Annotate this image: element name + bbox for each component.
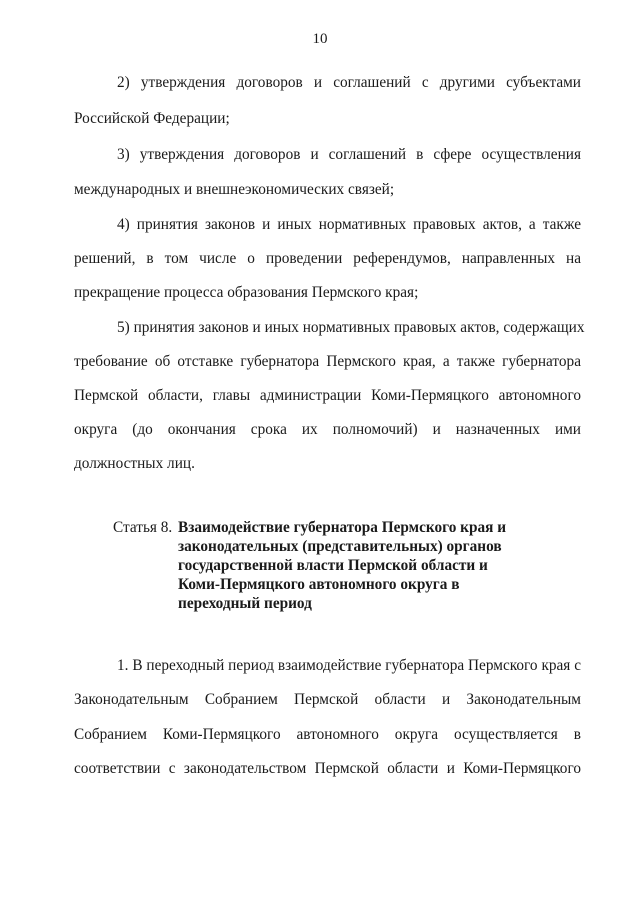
article-title-line: Взаимодействие губернатора Пермского края и [178, 519, 507, 536]
item-3-line-1: 3) утверждения договоров и соглашений в сфере осуществления [117, 146, 581, 163]
article-title-line: переходный период [178, 595, 312, 612]
article-title-line: государственной власти Пермской области и [178, 557, 488, 574]
item-5-line-1: 5) принятия законов и иных нормативных правовых актов, содержащих [117, 319, 585, 336]
item-2-line-2: Российской Федерации; [74, 110, 230, 127]
item-4-line-2: решений, в том числе о проведении референдумов, направленных на [74, 250, 581, 267]
article-title [178, 518, 508, 613]
paragraph-1-line-2: Законодательным Собранием Пермской области и Законодательным [74, 691, 581, 708]
paragraph-1-line-3: Собранием Коми-Пермяцкого автономного округа осуществляется в [74, 726, 581, 743]
paragraph-1-line-1: 1. В переходный период взаимодействие губернатора Пермского края с [117, 657, 581, 674]
paragraph-1-line-4: соответствии с законодательством Пермской области и Коми-Пермяцкого [74, 760, 581, 777]
item-5-line-3: Пермской области, главы администрации Коми-Пермяцкого автономного [74, 387, 581, 404]
item-3-line-2: международных и внешнеэкономических связей; [74, 181, 395, 198]
article-title-line: законодательных (представительных) органов [178, 538, 502, 555]
item-5-line-4: округа (до окончания срока их полномочий) и назначенных ими [74, 421, 581, 438]
item-4-line-1: 4) принятия законов и иных нормативных правовых актов, а также [117, 216, 581, 233]
item-2-line-1: 2) утверждения договоров и соглашений с другими субъектами [117, 74, 581, 91]
article-title-line: Коми-Пермяцкого автономного округа в [178, 576, 460, 593]
item-4-line-3: прекращение процесса образования Пермского края; [74, 284, 419, 301]
page-number: 10 [312, 31, 328, 47]
item-5-line-5: должностных лиц. [74, 455, 195, 472]
article-label: Статья 8. [113, 519, 173, 536]
item-5-line-2: требование об отставке губернатора Пермского края, а также губернатора [74, 353, 581, 370]
